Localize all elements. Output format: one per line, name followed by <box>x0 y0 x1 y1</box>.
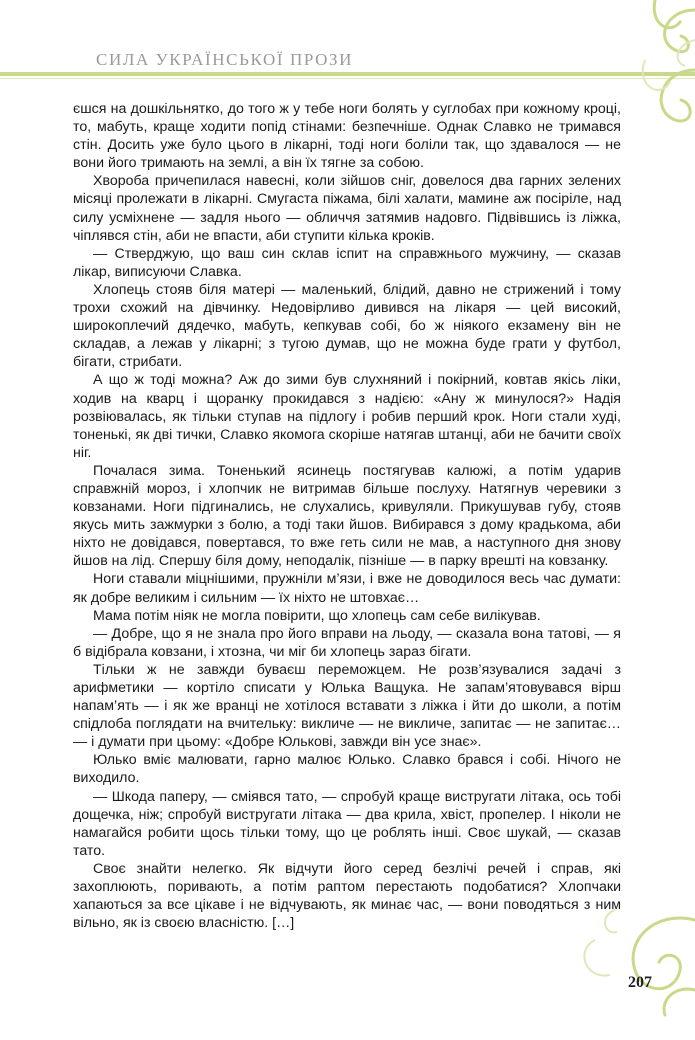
page-number: 207 <box>628 974 652 991</box>
paragraph: Своє знайти нелегко. Як відчути його серед безлічі речей і справ, які захоплюють, поривають, а потім раптом перестають подобатися? Хлопчаки хапаються за все цікаве і не відчувають, як минає час, — вони поводяться з ним вільно, як із своєю власністю. […] <box>73 860 621 932</box>
paragraph: — Добре, що я не знала про його вправи на льоду, — сказала вона татові, — я б відібрала ковзани, і хтозна, чи міг би хлопець зараз бігати. <box>73 625 621 660</box>
paragraph: Юлько вміє малювати, гарно малює Юлько. Славко брався і собі. Нічого не виходило. <box>73 752 621 787</box>
paragraph: Ноги ставали міцнішими, пружніли м’язи, і вже не доводилося весь час думати: як добре великим і сильним — їх ніхто не штовхає… <box>73 571 621 606</box>
paragraph: Хлопець стояв біля матері — маленький, блідий, давно не стрижений і тому трохи схожий на дівчинку. Недовірливо дивився на лікаря — цей високий, широкоплечий дядечко, мабуть, кепкував собі, бо ж ніякого екзамену він не складав, а лежав у лікарні; з тугою думав, що не можна буде грати у футбол, бігати, стрибати. <box>73 281 621 371</box>
paragraph: Хвороба причепилася навесні, коли зійшов сніг, довелося два гарних зелених місяці пролежати в лікарні. Смугаста піжама, білі халати, мамине аж посіріле, над силу усміхнене — задля нього — обличчя затямив надовго. Підвівшись із ліжка, чіплявся стін, аби не впасти, аби ступити кілька кроків. <box>73 173 621 244</box>
paragraph: — Стверджую, що ваш син склав іспит на справжнього мужчину, — сказав лікар, виписуючи Славка. <box>73 245 621 280</box>
article-body <box>73 100 621 932</box>
paragraph: А що ж тоді можна? Аж до зими був слухняний і покірний, ковтав якісь ліки, ходив на кварц і щоранку прокидався з надією: «Ану ж минулося?» Надія розвіювалась, як тільки ступав на підлогу і робив перший крок. Ноги стали худі, тоненькі, як дві тички, Славко якомога скоріше натягав штанці, аби не бачити своїх ніг. <box>73 372 621 461</box>
swirl-ornament-bottom-icon <box>555 900 695 1020</box>
paragraph: Мама потім ніяк не могла повірити, що хлопець сам себе вилікував. <box>93 607 541 624</box>
paragraph: єшся на дошкільнятко, до того ж у тебе ноги болять у суглобах при кожному кроці, то, мабуть, краще ходити попід стінами: безпечніше. Однак Славко не тримався стін. Досить уже було цього в лікарні, тоді ноги боліли так, що здавалося — не вони його тримають на землі, а він їх тягне за собою. <box>73 101 621 172</box>
paragraph: Почалася зима. Тоненький ясинець постягував калюжі, а потім ударив справжній мороз, і хлопчик не витримав більше послуху. Натягнув черевики з ковзанами. Ноги підгинались, не слухались, кривуляли. Прикушував губу, стояв якусь мить зажмурки з болю, а тоді таки йшов. Вибирався з дому крадькома, аби ніхто не довідався, повертався, то вже геть сили не мав, а наступного дня знову йшов на лід. Спершу біля дому, неподалік, пізніше — в парку врешті на ковзанку. <box>73 462 621 570</box>
header-title: СИЛА УКРАЇНСЬКОЇ ПРОЗИ <box>96 50 353 69</box>
paragraph: Тільки ж не завжди буваєш переможцем. Не розв’язувалися задачі з арифметики — кортіло списати у Юлька Ващука. Не запам’ятовувався вірш напам’ять — і як же вранці не хотілося вставати з ліжка і йти до школи, а потім спідлоба поглядати на вчительку: викличе — не викличе, запитає — не запитає… — і думати при цьому: «Добре Юлькові, завжди він усе знає». <box>73 661 621 751</box>
paragraph: — Шкода паперу, — сміявся тато, — спробуй краще вистругати літака, ось тобі дощечка, ніж; спробуй вистругати літака — два крила, хвіст, пропелер. І ніколи не намагайся робити щось тільки тому, що це роблять інші. Своє шукай, — сказав тато. <box>73 788 621 859</box>
